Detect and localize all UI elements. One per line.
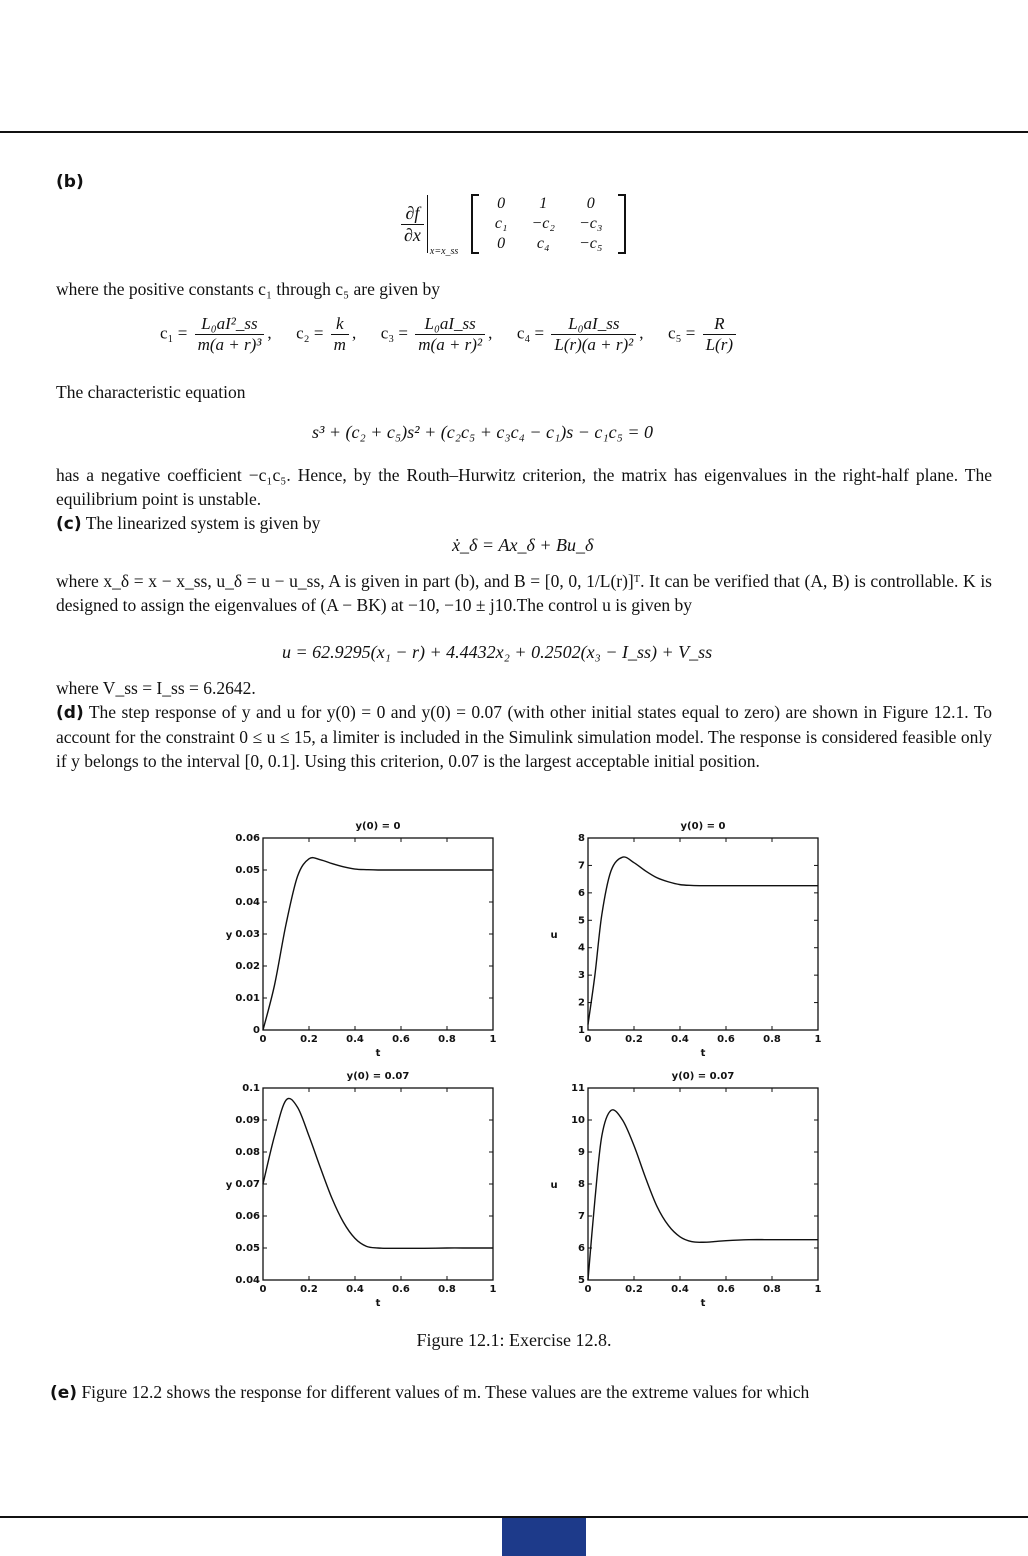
part-d-text: (d) The step response of y and u for y(0) = 0 and y(0) = 0.07 (with other initial states equal to zero) are shown in Figure 12.1. To account for the constraint 0 ≤ u ≤ 15, a limiter is included in the Simulink simulation model. The response is considered feasible only if y belongs to the interval [0, 0.1]. Using this criterion, 0.07 is the largest acceptable initial position. (56, 702, 992, 771)
response-curve (263, 858, 493, 1030)
y-tick-label: 1 (578, 1025, 585, 1036)
y-tick-label: 7 (578, 860, 585, 872)
where-constants-text: where the positive constants c₁ through c₅ are given by (56, 279, 440, 299)
y-tick-label: 10 (571, 1115, 585, 1126)
y-tick-label: 0.03 (235, 929, 260, 940)
x-tick-label: 0.2 (625, 1034, 643, 1045)
x-axis-label: t (375, 1298, 381, 1308)
y-tick-label: 0.05 (235, 865, 260, 876)
chart-title: y(0) = 0.07 (346, 1071, 410, 1082)
c1-fraction: $\frac{\text{L₀aI²\_ss}}{\text{m(a + r)³}}$ (195, 314, 265, 355)
plot-y-y0-0 (215, 812, 505, 1058)
y-tick-label: 8 (578, 833, 585, 844)
c4-fraction: $\frac{\text{L₀aI\_ss}}{\text{L(r)(a + r)²}}$ (551, 314, 636, 355)
x-tick-label: 0.8 (438, 1284, 456, 1295)
jacobian-equation (398, 194, 626, 257)
y-tick-label: 0 (253, 1025, 260, 1036)
y-tick-label: 0.01 (235, 993, 260, 1004)
routh-hurwitz-text: has a negative coefficient −c₁c₅. Hence, by the Routh–Hurwitz criterion, the matrix has eigenvalues in the right-half plane. The equilibrium point is unstable. (56, 465, 992, 509)
part-b-label: (b) (56, 172, 84, 192)
y-tick-label: 2 (578, 997, 585, 1009)
vss-text: where V_ss = I_ss = 6.2642. (56, 678, 256, 698)
y-tick-label: 6 (578, 1243, 585, 1254)
char-eq-intro: The characteristic equation (56, 382, 246, 402)
y-tick-label: 11 (571, 1083, 585, 1094)
plot-y-y0-007 (215, 1062, 505, 1308)
chart-title: y(0) = 0.07 (671, 1071, 735, 1082)
linearized-equation: ẋ_δ = Ax_δ + Bu_δ (452, 535, 594, 555)
jacobian-den: ∂x (404, 224, 421, 245)
x-tick-label: 0.6 (717, 1034, 735, 1045)
page-footer-box (502, 1518, 586, 1556)
x-tick-label: 0 (259, 1284, 267, 1295)
x-tick-label: 0.2 (300, 1284, 318, 1295)
y-tick-label: 0.04 (235, 1275, 260, 1286)
y-tick-label: 0.08 (235, 1147, 260, 1158)
x-tick-label: 0.4 (671, 1034, 689, 1045)
c5-fraction: $\frac{R}{L(r)}$ (703, 314, 736, 355)
y-tick-label: 0.1 (242, 1083, 260, 1094)
x-tick-label: 0.2 (300, 1034, 318, 1045)
jacobian-num: ∂f (401, 203, 424, 225)
char-equation: s³ + (c₂ + c₅)s² + (c₂c₅ + c₃c₄ − c₁)s − c₁c₅ = 0 (312, 422, 654, 442)
jacobian-matrix: 0 1 0 c₁ −c₂ −c₃ 0 c₄ −c₅ (471, 194, 627, 254)
x-tick-label: 0 (584, 1284, 592, 1295)
plot-u-y0-0 (540, 812, 830, 1058)
y-tick-label: 3 (578, 970, 585, 982)
y-tick-label: 0.06 (235, 1211, 260, 1222)
y-tick-label: 0.09 (235, 1115, 260, 1126)
y-axis-label: u (550, 930, 558, 941)
y-tick-label: 5 (578, 915, 585, 927)
constants-equations: c₁ = $\frac{\text{L₀aI²\_ss}}{\text{m(a + r)³}}$ , c₂ = $\frac{k}{m}$ , c₃ = $\frac{\text{L₀aI\_ss}}{\text{m(a + r)²}}$ , c₄ = $\frac{\text{L₀aI\_ss}}{\text{L(r)(a + r)²}}$ , c₅ = $\frac{R}{L(r)}$ (160, 314, 739, 355)
x-axis-label: t (700, 1298, 706, 1308)
x-tick-label: 0 (259, 1034, 267, 1045)
y-tick-label: 8 (578, 1179, 585, 1190)
y-tick-label: 0.04 (235, 897, 260, 908)
y-tick-label: 7 (578, 1211, 585, 1222)
top-rule (0, 131, 1028, 133)
y-tick-label: 0.02 (235, 961, 260, 972)
plot-u-y0-007 (540, 1062, 830, 1308)
y-tick-label: 0.05 (235, 1243, 260, 1254)
x-tick-label: 0 (584, 1034, 592, 1045)
y-tick-label: 5 (578, 1275, 585, 1286)
y-axis-label: y (225, 1180, 233, 1191)
x-tick-label: 1 (489, 1284, 497, 1295)
plot-frame (263, 1088, 493, 1280)
plot-frame (263, 838, 493, 1030)
part-e-text: (e) Figure 12.2 shows the response for different values of m. These values are the extreme values for which (50, 1382, 810, 1403)
response-curve (588, 857, 818, 1025)
plot-frame (588, 838, 818, 1030)
y-tick-label: 0.06 (235, 833, 260, 844)
y-tick-label: 9 (578, 1147, 585, 1158)
x-tick-label: 1 (489, 1034, 497, 1045)
c3-fraction: $\frac{\text{L₀aI\_ss}}{\text{m(a + r)²}}$ (415, 314, 485, 355)
x-tick-label: 0.4 (346, 1284, 364, 1295)
response-curve (263, 1098, 493, 1248)
x-tick-label: 0.2 (625, 1284, 643, 1295)
y-tick-label: 0.07 (235, 1179, 260, 1190)
plot-frame (588, 1088, 818, 1280)
x-axis-label: t (700, 1048, 706, 1058)
chart-title: y(0) = 0 (680, 821, 726, 832)
x-tick-label: 1 (814, 1034, 822, 1045)
x-tick-label: 0.6 (717, 1284, 735, 1295)
jacobian-sub: x=x_ss (429, 246, 459, 258)
part-c-intro: (c) The linearized system is given by (56, 513, 321, 534)
response-curve (588, 1110, 818, 1280)
y-axis-label: u (550, 1180, 558, 1191)
x-tick-label: 0.6 (392, 1034, 410, 1045)
c2-fraction: $\frac{k}{m}$ (331, 314, 349, 355)
chart-title: y(0) = 0 (355, 821, 401, 832)
x-tick-label: 0.8 (763, 1284, 781, 1295)
figure-caption: Figure 12.1: Exercise 12.8. (416, 1330, 612, 1350)
x-tick-label: 0.4 (671, 1284, 689, 1295)
x-axis-label: t (375, 1048, 381, 1058)
part-c-where: where x_δ = x − x_ss, u_δ = u − u_ss, A is given in part (b), and B = [0, 0, 1/L(r)]ᵀ. It can be verified that (A, B) is controllable. K is designed to assign the eigenvalues of (A − BK) at −10, −10 ± j10.The control u is given by (56, 571, 992, 615)
x-tick-label: 0.4 (346, 1034, 364, 1045)
y-tick-label: 4 (578, 942, 585, 954)
y-tick-label: 6 (578, 887, 585, 899)
y-axis-label: y (225, 930, 233, 941)
x-tick-label: 0.6 (392, 1284, 410, 1295)
x-tick-label: 0.8 (438, 1034, 456, 1045)
control-law-equation: u = 62.9295(x₁ − r) + 4.4432x₂ + 0.2502(x₃ − I_ss) + V_ss (282, 642, 713, 662)
jacobian-fraction (401, 203, 424, 246)
x-tick-label: 0.8 (763, 1034, 781, 1045)
x-tick-label: 1 (814, 1284, 822, 1295)
